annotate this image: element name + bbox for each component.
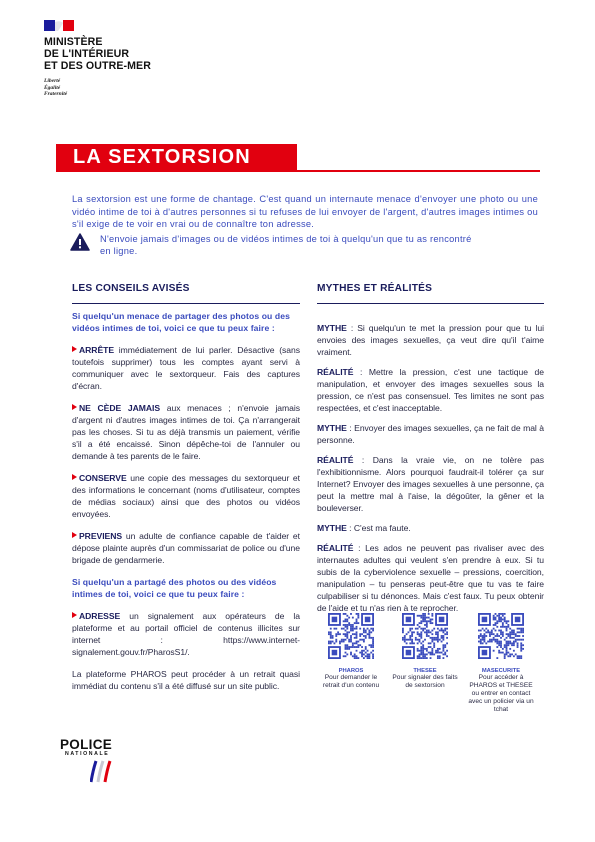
conseil-text: une copie des messages du sextorqueur et des informations le concernant (noms d'utilisateur, comptes de médias sociaux) ainsi que des photos ou vidéos envoyées. (72, 473, 300, 519)
police-sub: NATIONALE (65, 751, 110, 757)
motto-line: Fraternité (44, 91, 68, 97)
marianne-logo (44, 20, 74, 31)
motto-line: Égalité (44, 84, 61, 91)
conseil-key: ARRÊTE (79, 345, 115, 355)
qr-code-icon[interactable] (478, 613, 524, 659)
ministry-line: ET DES OUTRE-MER (44, 60, 151, 72)
conseil-final: La plateforme PHAROS peut procéder à un retrait quasi immédiat du contenu s'il a été diffusé sur un site public. (72, 669, 300, 691)
mythe-key: MYTHE (317, 323, 347, 333)
mythe-text: : Envoyer des images sexuelles, ça ne fait de mal à personne. (317, 423, 544, 445)
conseils-lead: Si quelqu'un menace de partager des photos ou des vidéos intimes de toi, voici ce que tu peux faire : (72, 311, 291, 333)
qr-label: MASECURITE (481, 668, 521, 674)
warning-icon (70, 233, 90, 251)
ministry-line: MINISTÈRE (44, 36, 103, 48)
conseil-item (72, 610, 300, 658)
realite-text: : Dans la vraie vie, on ne tolère pas l'exhibitionnisme. Alors pourquoi faudrait-il tolérer ça sur Internet? Envoyer des images sexuelles à une personne, ça peut la mettre mal à l'aise, la dégoûter, la gêner et la bouleverser. (317, 455, 544, 513)
qr-desc: Pour accéder à PHAROS et THESEE ou entrer en contact avec un policier via un tchat (468, 674, 534, 713)
section-divider (317, 303, 544, 304)
qr-label: THESEE (413, 668, 437, 674)
qr-code-icon[interactable] (328, 613, 374, 659)
bullet-arrow-icon (72, 474, 77, 480)
police-word: POLICE (60, 737, 113, 752)
conseil-item (72, 402, 300, 462)
warning-text: N'envoie jamais d'images ou de vidéos intimes de toi à quelqu'un que tu as rencontré en ligne. (100, 234, 472, 256)
conseils-lead-2: Si quelqu'un a partagé des photos ou des vidéos intimes de toi, voici ce que tu peux faire : (72, 577, 277, 599)
realite-text: : Les ados ne peuvent pas rivaliser avec des internautes adultes qui veulent s'en prendre à eux. Si tu subis de la cyberviolence sexuelle – pressions, coercition, manipulation – tu penseras peut-être que tu vas te faire culpabiliser si tu dénonces. Mais c'est faux. Tu peux obtenir de l'aide et tu n'as rien à te reprocher. (317, 543, 544, 613)
motto-line: Liberté (44, 78, 61, 84)
realite-entry (317, 366, 544, 414)
mythe-key: MYTHE (317, 523, 347, 533)
ministry-line: DE L'INTÉRIEUR (44, 48, 130, 60)
conseil-item (72, 344, 300, 392)
qr-block-thesee (392, 613, 458, 690)
realite-text: : Mettre la pression, c'est une tactique de manipulation, et envoyer des images sexuelles sous la pression, ce n'est pas consensuel. Tes limites ne sont pas respectées, et c'est inacceptable. (317, 367, 544, 413)
conseil-item (72, 530, 300, 566)
motto (44, 78, 67, 98)
conseil-text: aux menaces ; n'envoie jamais d'argent ni d'autres images intimes de toi. Ça n'arrangerait pas les choses. Si tu as déjà transmis un paiement, vérifie s'il a été encaissé. Sinon dépêche-toi de l'annuler ou demande à tes parents de le faire. (72, 403, 300, 461)
realite-key: RÉALITÉ (317, 455, 354, 465)
qr-code-icon[interactable] (402, 613, 448, 659)
mythe-key: MYTHE (317, 423, 347, 433)
bullet-arrow-icon (72, 612, 77, 618)
page-title: LA SEXTORSION (73, 146, 251, 168)
conseil-text: immédiatement de lui parler. Désactive (sans toutefois supprimer) tous les comptes ayant servi à communiquer avec le sextorqueur. Fais des captures d'écran. (72, 345, 300, 391)
bullet-arrow-icon (72, 404, 77, 410)
conseils-title: LES CONSEILS AVISÉS (72, 283, 190, 294)
realite-entry (317, 454, 544, 514)
tricolor-stripes-icon (90, 758, 116, 784)
bullet-arrow-icon (72, 532, 77, 538)
section-divider (72, 303, 300, 304)
mythe-text: : C'est ma faute. (346, 523, 411, 533)
bullet-arrow-icon (72, 346, 77, 352)
mythes-title: MYTHES ET RÉALITÉS (317, 283, 433, 294)
conseil-text: un signalement aux opérateurs de la plateforme et au portail officiel de contenus illicites sur internet : https://www.internet-signalement.gouv.fr/PharosS1/. (72, 611, 300, 657)
conseil-key: ADRESSE (79, 611, 121, 621)
conseil-text: un adulte de confiance capable de t'aider et dépose plainte auprès d'un commissariat de police ou d'une brigade de gendarmerie. (72, 531, 300, 565)
mythe-text: : Si quelqu'un te met la pression pour que tu lui envoies des images sexuelles, ça veut dire qu'il t'aime vraiment. (317, 323, 544, 357)
mythe-entry (317, 522, 544, 534)
conseil-key: PREVIENS (79, 531, 123, 541)
qr-block-pharos (318, 613, 384, 690)
realite-key: RÉALITÉ (317, 367, 354, 377)
ministry-name (44, 36, 151, 72)
intro-text: La sextorsion est une forme de chantage. C'est quand un internaute menace d'envoyer une photo ou une vidéo intime de toi à d'autres personnes si tu refuses de lui envoyer de l'argent, d'autres images intimes ou s'il exige de te voir en vrai ou de connaître ton adresse. (72, 194, 538, 229)
mythe-entry (317, 322, 544, 358)
conseil-key: CONSERVE (79, 473, 127, 483)
qr-label: PHAROS (338, 668, 364, 674)
realite-key: RÉALITÉ (317, 543, 354, 553)
mythe-entry (317, 422, 544, 446)
conseil-key: NE CÈDE JAMAIS (79, 403, 161, 413)
qr-desc: Pour signaler des faits de sextorsion (392, 674, 458, 689)
police-nationale-logo (60, 738, 112, 757)
conseils-section (72, 283, 300, 692)
qr-block-masecurite (468, 613, 534, 714)
conseil-item (72, 472, 300, 520)
realite-entry (317, 542, 544, 614)
title-underline (56, 170, 540, 172)
mythes-section (317, 283, 544, 614)
qr-desc: Pour demander le retrait d'un contenu (322, 674, 380, 689)
